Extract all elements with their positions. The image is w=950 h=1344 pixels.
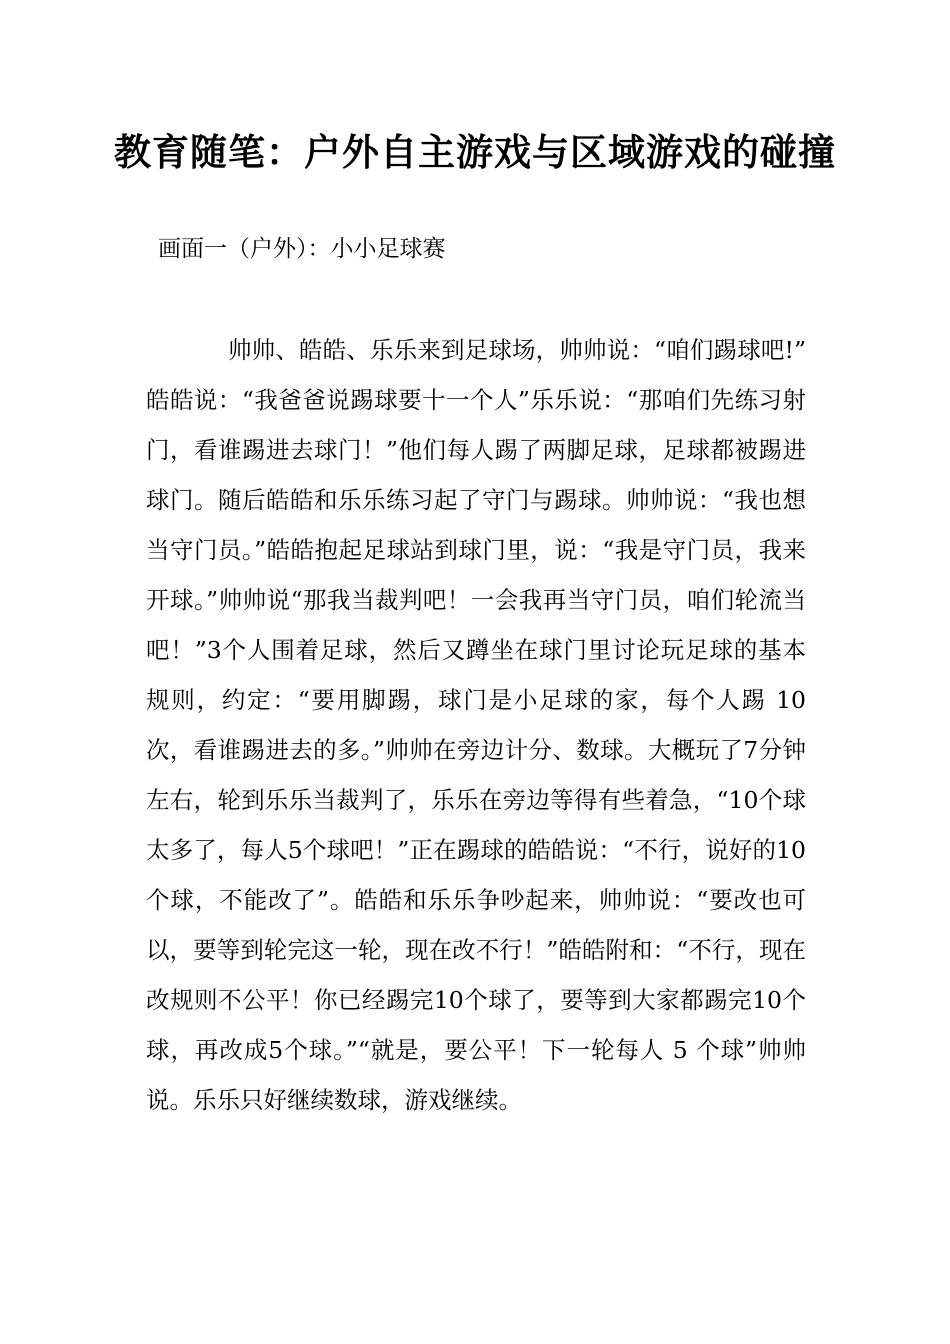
section-heading: 画面一（户外）：小小足球赛 [158,236,446,262]
document-title: 教育随笔：户外自主游戏与区域游戏的碰撞 [114,131,836,174]
body-paragraph: 帅帅、皓皓、乐乐来到足球场，帅帅说：“咱们踢球吧!” 皓皓说：“我爸爸说踢球要十一个人”乐乐说：“那咱们先练习射门，看谁踢进去球门！”他们每人踢了两脚足球，足球都被踢进球门。随后皓皓和乐乐练习起了守门与踢球。帅帅说：“我也想当守门员。”皓皓抱起足球站到球门里，说：“我是守门员，我来开球。”帅帅说“那我当裁判吧！一会我再当守门员，咱们轮流当吧！”3个人围着足球，然后又蹲坐在球门里讨论玩足球的基本规则，约定：“要用脚踢，球门是小足球的家，每个人踢 10次，看谁踢进去的多。”帅帅在旁边计分、数球。大概玩了7分钟左右，轮到乐乐当裁判了，乐乐在旁边等得有些着急，“10个球太多了，每人5个球吧！”正在踢球的皓皓说：“不行，说好的10个球，不能改了”。皓皓和乐乐争吵起来，帅帅说：“要改也可以，要等到轮完这一轮，现在改不行！”皓皓附和：“不行，现在改规则不公平！你已经踢完10个球了，要等到大家都踢完10个球，再改成5个球。”“就是，要公平！下一轮每人 5 个球”帅帅说。乐乐只好继续数球，游戏继续。 [146,336,806,1114]
